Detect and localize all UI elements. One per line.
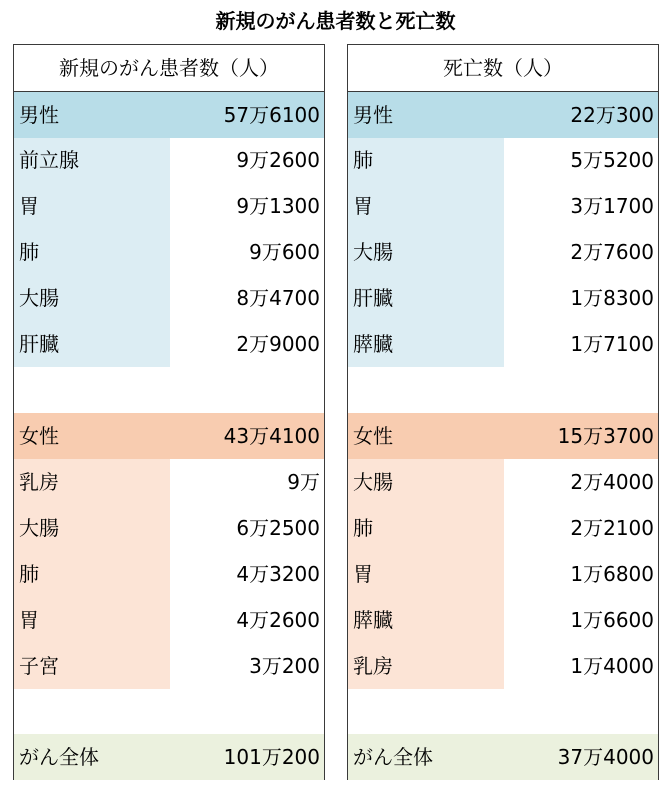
row-value: 2万7600: [570, 240, 654, 264]
table-row: [348, 275, 658, 321]
row-value: 4万2600: [236, 608, 320, 632]
table-row: [348, 505, 658, 551]
row-label: 大腸: [353, 240, 393, 264]
row-value: 57万6100: [223, 103, 320, 127]
deaths-panel: [347, 44, 659, 780]
row-label: 乳房: [19, 470, 59, 494]
row-label: 大腸: [19, 286, 59, 310]
row-label: がん全体: [19, 745, 99, 769]
table-row: [14, 597, 324, 643]
new-cases-header: 新規のがん患者数（人）: [14, 45, 324, 92]
row-label: 膵臓: [353, 332, 393, 356]
table-row: [348, 551, 658, 597]
row-value: 1万8300: [570, 286, 654, 310]
grand-total-row: [14, 734, 324, 780]
table-row: [14, 643, 324, 689]
row-value: 4万3200: [236, 562, 320, 586]
row-value: 43万4100: [223, 424, 320, 448]
row-label: 女性: [19, 424, 59, 448]
row-value: 15万3700: [557, 424, 654, 448]
row-label: 女性: [353, 424, 393, 448]
row-value: 1万6600: [570, 608, 654, 632]
male-total-row: [348, 92, 658, 138]
row-value: 5万5200: [570, 148, 654, 172]
row-value: 1万6800: [570, 562, 654, 586]
row-value: 2万9000: [236, 332, 320, 356]
table-row: [14, 275, 324, 321]
row-value: 37万4000: [557, 745, 654, 769]
row-label: 大腸: [19, 516, 59, 540]
row-label: 大腸: [353, 470, 393, 494]
row-label: 胃: [353, 194, 373, 218]
row-label: 肺: [19, 240, 39, 264]
row-label: 肺: [353, 516, 373, 540]
row-label: 胃: [353, 562, 373, 586]
row-label: 肺: [353, 148, 373, 172]
grand-total-row: [348, 734, 658, 780]
new-cases-panel: [13, 44, 325, 780]
row-label: 男性: [19, 103, 59, 127]
row-value: 2万4000: [570, 470, 654, 494]
table-row: [348, 597, 658, 643]
table-row: [14, 321, 324, 367]
row-label: 肺: [19, 562, 39, 586]
table-row: [14, 505, 324, 551]
row-value: 9万: [287, 470, 320, 494]
table-row: [348, 137, 658, 183]
row-value: 9万1300: [236, 194, 320, 218]
row-value: 9万2600: [236, 148, 320, 172]
female-total-row: [348, 413, 658, 459]
row-value: 101万200: [223, 745, 320, 769]
row-label: 肝臓: [353, 286, 393, 310]
table-row: [348, 229, 658, 275]
row-label: 子宮: [19, 654, 59, 678]
deaths-header: 死亡数（人）: [348, 45, 658, 92]
table-row: [14, 183, 324, 229]
table-row: [14, 551, 324, 597]
row-label: 肝臓: [19, 332, 59, 356]
table-row: [348, 183, 658, 229]
row-label: 男性: [353, 103, 393, 127]
table-row: [14, 229, 324, 275]
row-value: 22万300: [570, 103, 654, 127]
row-value: 2万2100: [570, 516, 654, 540]
row-value: 8万4700: [236, 286, 320, 310]
row-label: 胃: [19, 194, 39, 218]
row-value: 3万200: [249, 654, 320, 678]
row-label: 乳房: [353, 654, 393, 678]
table-row: [348, 459, 658, 505]
row-label: 前立腺: [19, 148, 79, 172]
table-row: [14, 137, 324, 183]
female-total-row: [14, 413, 324, 459]
row-value: 3万1700: [570, 194, 654, 218]
row-label: 胃: [19, 608, 39, 632]
male-total-row: [14, 92, 324, 138]
row-label: 膵臓: [353, 608, 393, 632]
row-value: 9万600: [249, 240, 320, 264]
row-value: 1万4000: [570, 654, 654, 678]
table-row: [348, 321, 658, 367]
table-row: [14, 459, 324, 505]
row-label: がん全体: [353, 745, 433, 769]
page-title: 新規のがん患者数と死亡数: [215, 9, 456, 33]
row-value: 1万7100: [570, 332, 654, 356]
row-value: 6万2500: [236, 516, 320, 540]
table-row: [348, 643, 658, 689]
